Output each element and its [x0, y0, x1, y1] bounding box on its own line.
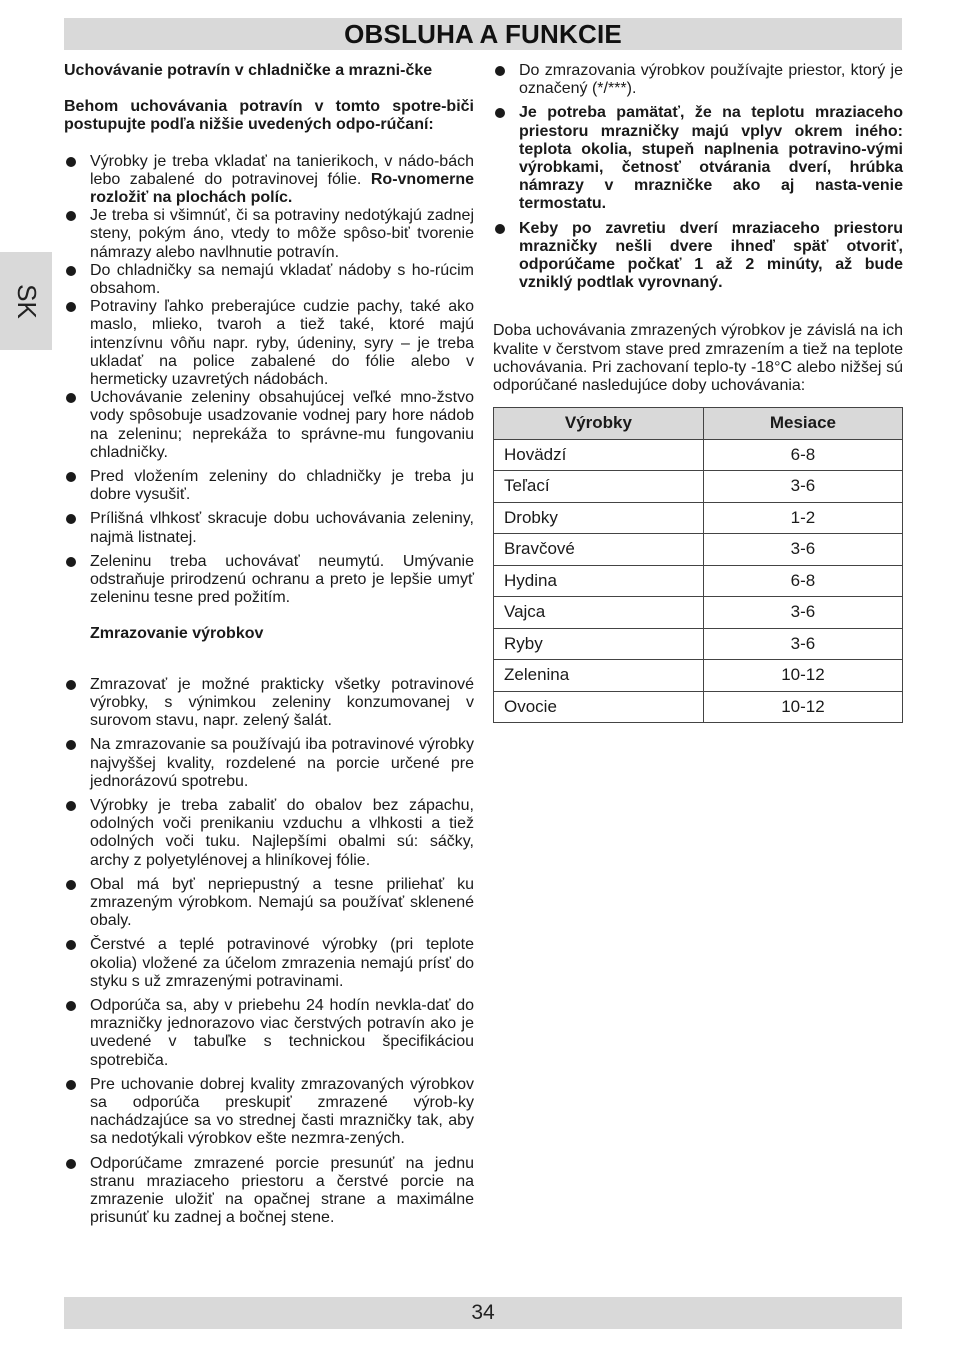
product-cell: Ryby	[494, 628, 704, 660]
list-item	[64, 553, 474, 608]
bullet-icon	[66, 801, 76, 811]
bullet-text: Zmrazovať je možné prakticky všetky potravinové výrobky, s výnimkou zeleniny konzumovanej v surovom stavu, napr. zelený šalát.	[90, 675, 474, 730]
list-item	[64, 153, 474, 208]
bullet-icon	[66, 266, 76, 276]
bullet-icon	[66, 211, 76, 221]
list-item	[64, 676, 474, 731]
bullet-icon	[66, 472, 76, 482]
bullet-text: Do chladničky sa nemajú vkladať nádoby s ho-rúcim obsahom.	[90, 261, 474, 298]
freezing-bullet-list	[64, 676, 474, 1228]
bullet-text: Prílišná vlhkosť skracuje dobu uchovávania zeleniny, najmä listnatej.	[90, 510, 474, 546]
bullet-text: Obal má byť nepriepustný a tesne priliehať ku zmrazeným výrobkom. Nemajú sa používať sklenené obaly.	[90, 875, 474, 930]
product-cell: Zelenina	[494, 660, 704, 692]
list-item	[493, 220, 903, 293]
bullet-text: Na zmrazovanie sa používajú iba potravinové výrobky najvyššej kvality, rozdelené na porcie určené pre jednorázovú spotrebu.	[90, 736, 474, 790]
product-cell: Bravčové	[494, 534, 704, 566]
table-row	[494, 534, 903, 566]
months-cell: 10-12	[703, 660, 902, 692]
bullet-text: Pred vložením zeleniny do chladničky je treba ju dobre vysušiť.	[90, 468, 474, 504]
bullet-icon	[66, 393, 76, 403]
freezer-bullet-list	[493, 62, 903, 292]
bullet-icon	[66, 1159, 76, 1169]
footer-bar	[64, 1297, 902, 1329]
list-item	[64, 262, 474, 298]
storage-duration-paragraph: Doba uchovávania zmrazených výrobkov je závislá na ich kvalite v čerstvom stave pred zmrazením a tiež na teplote uchovávania. Pri zachovaní teplo-ty -18°C alebo nižšej sú odporúčané nasledujúce doby uchovávania:	[493, 322, 903, 395]
bullet-text: Výrobky je treba zabaliť do obalov bez zápachu, odolných voči prenikaniu vzduchu a vlhkosti a tiež odolných voči tuku. Najlepšími obalmi sú: sáčky, archy z polyetylénovej a hliníkovej fólie.	[90, 796, 474, 869]
bullet-icon	[495, 224, 505, 234]
product-cell: Ovocie	[494, 691, 704, 723]
list-item	[493, 62, 903, 98]
storage-times-table	[493, 407, 903, 723]
table-row	[494, 502, 903, 534]
list-item	[64, 936, 474, 991]
bullet-text: Odporúča sa, aby v priebehu 24 hodín nevkla-dať do mrazničky jednorazovo viac čerstvých potravín ako je uvedené v tabuľke s technickou špecifikáciou spotrebiča.	[90, 996, 474, 1069]
language-tab-label: SK	[11, 283, 42, 319]
section-heading: Uchovávanie potravín v chladničke a mrazni-čke	[64, 62, 433, 79]
months-cell: 3-6	[703, 471, 902, 503]
product-cell: Drobky	[494, 502, 704, 534]
list-item	[64, 997, 474, 1070]
bullet-icon	[66, 157, 76, 167]
list-item	[64, 736, 474, 791]
bullet-text: Odporúčame zmrazené porcie presunúť na jednu stranu mraziaceho priestoru a čerstvé porcie na zmrazenie uložiť na opačnej strane a maximálne prisunúť ku zadnej a bočnej stene.	[90, 1154, 474, 1227]
list-item	[64, 1076, 474, 1149]
list-item	[64, 207, 474, 262]
bullet-text: Do zmrazovania výrobkov používajte priestor, ktorý je označený (*/***).	[519, 62, 903, 98]
table-header-row	[494, 408, 903, 440]
list-item	[64, 389, 474, 462]
list-item	[64, 468, 474, 504]
table-row	[494, 565, 903, 597]
months-cell: 10-12	[703, 691, 902, 723]
right-column	[493, 62, 903, 723]
bullet-icon	[66, 680, 76, 690]
left-column	[64, 62, 474, 1227]
column-header-months: Mesiace	[703, 408, 902, 440]
list-item	[64, 298, 474, 389]
table-row	[494, 471, 903, 503]
bullet-text: Čerstvé a teplé potravinové výrobky (pri teplote okolia) vložené za účelom zmrazenia nemajú prísť do styku s už zmrazenými potravinami.	[90, 936, 474, 990]
months-cell: 6-8	[703, 439, 902, 471]
list-item	[493, 104, 903, 213]
bullet-icon	[66, 880, 76, 890]
bullet-icon	[66, 557, 76, 567]
page-number: 34	[471, 1301, 495, 1324]
language-tab	[0, 252, 52, 350]
freezing-subheading: Zmrazovanie výrobkov	[90, 625, 264, 643]
bullet-icon	[66, 1001, 76, 1011]
months-cell: 3-6	[703, 628, 902, 660]
bullet-icon	[66, 302, 76, 312]
bullet-icon	[66, 940, 76, 950]
storage-bullet-list	[64, 153, 474, 608]
months-cell: 1-2	[703, 502, 902, 534]
bullet-text: Uchovávanie zeleniny obsahujúcej veľké mno-žstvo vody spôsobuje usadzovanie vodnej pary hore nádob na zeleninu; neprekáža to správne-mu fungovaniu chladničky.	[90, 389, 474, 461]
bullet-text: Zeleninu treba uchovávať neumytú. Umývanie odstraňuje prirodzenú ochranu a preto je lepšie umyť zeleninu tesne pred požitím.	[90, 552, 474, 607]
table-row	[494, 597, 903, 629]
bullet-icon	[66, 740, 76, 750]
bullet-text: Potraviny ľahko preberajúce cudzie pachy, také ako maslo, mlieko, tvaroh a tiež také, ktoré majú intenzívnu vôňu napr. ryby, údeniny, syry – je treba ukladať na police zabalené do fólie alebo v hermeticky uzavretých nádobách.	[90, 298, 474, 389]
bullet-text: Výrobky je treba vkladať na tanierikoch, v nádo-bách lebo zabalené do potravinovej fólie.	[90, 152, 474, 188]
months-cell: 3-6	[703, 534, 902, 566]
table-row	[494, 691, 903, 723]
bullet-icon	[495, 108, 505, 118]
product-cell: Vajca	[494, 597, 704, 629]
bullet-icon	[495, 66, 505, 76]
table-row	[494, 439, 903, 471]
bullet-text-bold: Ro-vnomerne rozložiť na plochách políc.	[90, 170, 474, 207]
bullet-icon	[66, 514, 76, 524]
product-cell: Teľací	[494, 471, 704, 503]
bullet-text: Pre uchovanie dobrej kvality zmrazovaných výrobkov sa odporúča preskupiť zmrazené výrob-ky nachádzajúce sa vo strednej časti mrazničky tak, aby sa nedotýkali výrobkov ešte nezmra-zených.	[90, 1075, 474, 1148]
bullet-text: Je treba si všimnúť, či sa potraviny nedotýkajú zadnej steny, pokým áno, vtedy to môže spôso-biť tvorenie námrazy alebo navlhnutie potravín.	[90, 207, 474, 261]
bullet-text-bold: Keby po zavretiu dverí mraziaceho priestoru mrazničky nešli dvere ihneď späť otvoriť, odporúčame počkať 1 až 2 minúty, až bude vzniklý podtlak vyrovnaný.	[519, 219, 903, 292]
header-bar	[64, 18, 902, 50]
table-row	[494, 628, 903, 660]
product-cell: Hydina	[494, 565, 704, 597]
bullet-text-bold: Je potreba pamätať, že na teplotu mraziaceho priestoru mrazničky majú vplyv okrem iného: teplota okolia, stupeň naplnenia potravino-vými výrobkami, četnosť otvárania dverí, hrúbka námrazy v mrazničke ako aj nasta-venie termostatu.	[519, 104, 903, 213]
list-item	[64, 876, 474, 931]
list-item	[64, 510, 474, 546]
table-row	[494, 660, 903, 692]
list-item	[64, 1155, 474, 1228]
list-item	[64, 797, 474, 870]
section-intro: Behom uchovávania potravín v tomto spotre-biči postupujte podľa nižšie uvedených odpo-rúčaní:	[64, 98, 474, 134]
months-cell: 3-6	[703, 597, 902, 629]
page-title: OBSLUHA A FUNKCIE	[344, 18, 622, 49]
column-header-products: Výrobky	[494, 408, 704, 440]
months-cell: 6-8	[703, 565, 902, 597]
bullet-icon	[66, 1080, 76, 1090]
product-cell: Hovädzí	[494, 439, 704, 471]
